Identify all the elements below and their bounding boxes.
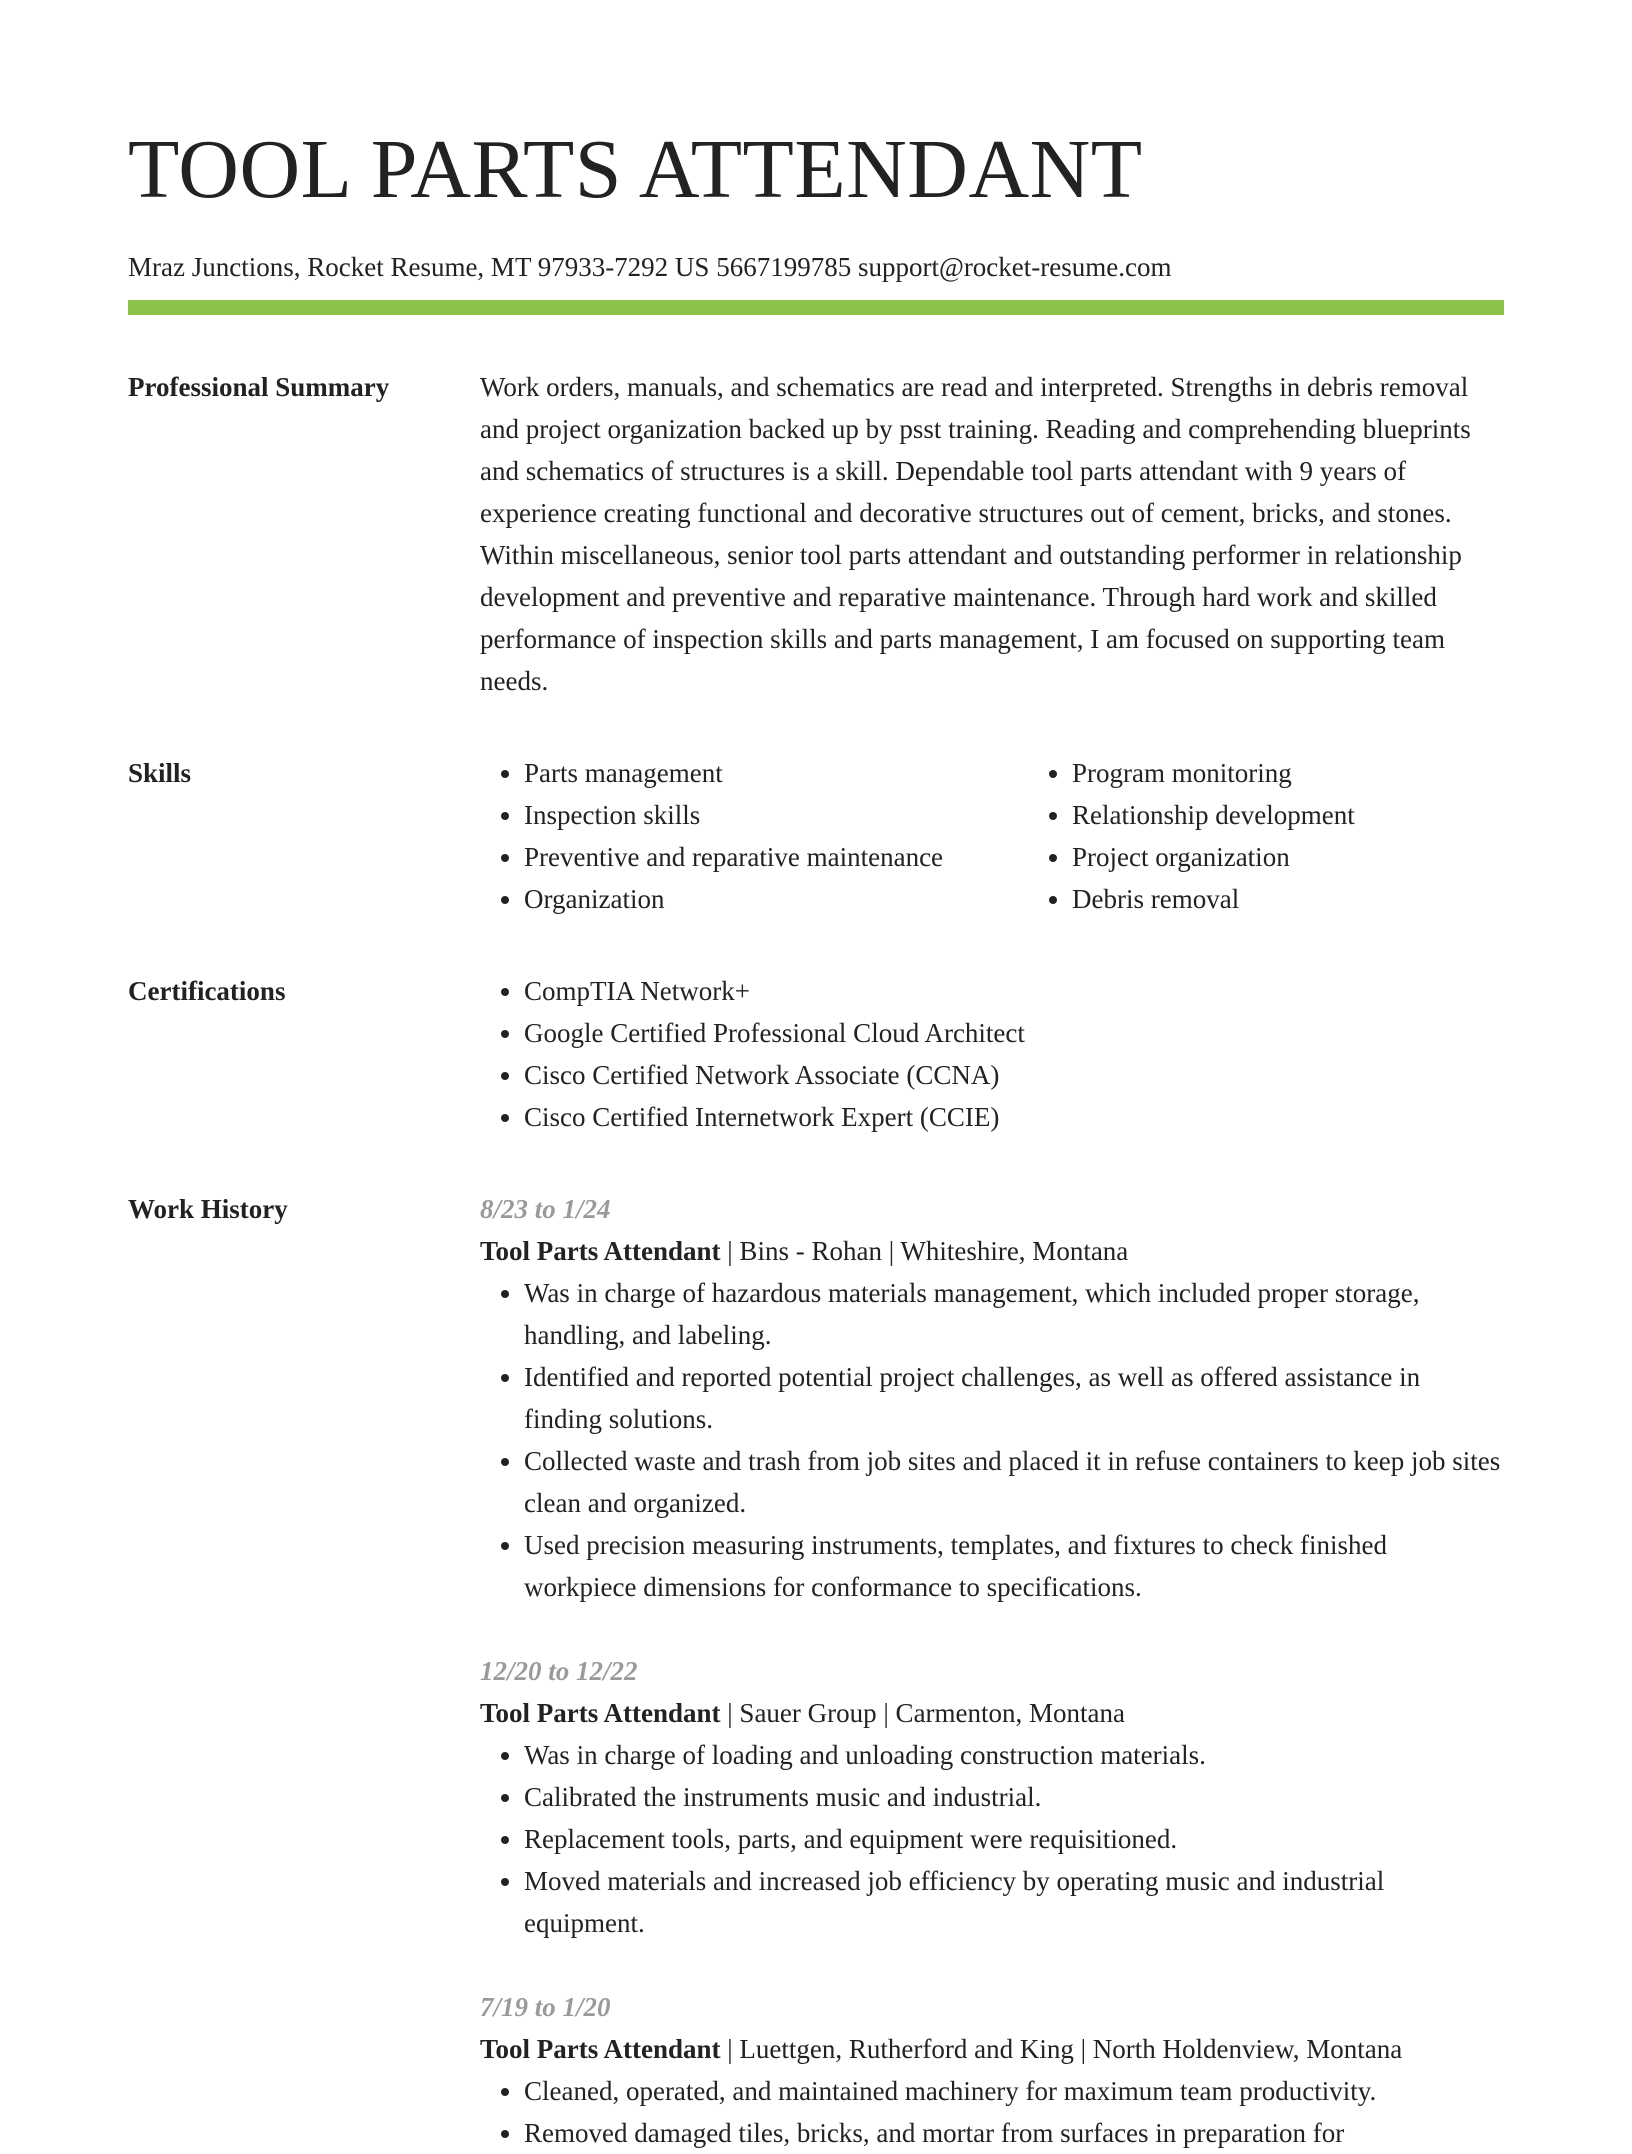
skill-item: • Project organization: [1072, 836, 1504, 878]
job-dates: 12/20 to 12/22: [480, 1656, 638, 1686]
job-details: | Bins - Rohan | Whiteshire, Montana: [720, 1236, 1129, 1266]
skills-list-column-1: [480, 752, 1028, 920]
job-bullets: [480, 1734, 1504, 1944]
work-history-section: [128, 1188, 1504, 2154]
job-bullet: • Replacement tools, parts, and equipment were requisitioned.: [524, 1818, 1504, 1860]
contact-info: Mraz Junctions, Rocket Resume, MT 97933-7292 US 5667199785 support@rocket-resume.com: [128, 252, 1172, 282]
certifications-list: [480, 970, 1504, 1138]
job-bullet: • Moved materials and increased job efficiency by operating music and industrial equipment.: [524, 1860, 1504, 1944]
skills-section: [128, 752, 1504, 920]
skill-item: • Relationship development: [1072, 794, 1504, 836]
job-title: Tool Parts Attendant: [480, 2034, 721, 2064]
job-title: Tool Parts Attendant: [480, 1236, 721, 1266]
job-bullet: • Was in charge of hazardous materials management, which included proper storage, handling, and labeling.: [524, 1272, 1504, 1356]
resume-name: TOOL PARTS ATTENDANT: [128, 123, 1143, 216]
skill-item: • Parts management: [524, 752, 1028, 794]
job-heading: [480, 2028, 1504, 2070]
header-divider: [128, 300, 1504, 315]
job-bullets: [480, 2070, 1504, 2154]
skill-item: • Organization: [524, 878, 1028, 920]
certification-item: • Google Certified Professional Cloud Architect: [524, 1012, 1504, 1054]
resume-page: [128, 0, 1504, 2154]
skill-item: • Debris removal: [1072, 878, 1504, 920]
certifications-section: [128, 970, 1504, 1138]
skills-list-column-2: [1028, 752, 1504, 920]
job-bullet: • Used precision measuring instruments, templates, and fixtures to check finished workpiece dimensions for conformance to specifications.: [524, 1524, 1504, 1608]
job-heading: [480, 1230, 1504, 1272]
summary-text: Work orders, manuals, and schematics are read and interpreted. Strengths in debris removal and project organization backed up by psst training. Reading and comprehending blueprints and schematics of structures is a skill. Dependable tool parts attendant with 9 years of experience creating functional and decorative structures out of cement, bricks, and stones. Within miscellaneous, senior tool parts attendant and outstanding performer in relationship development and preventive and reparative maintenance. Through hard work and skilled performance of inspection skills and parts management, I am focused on supporting team needs.: [480, 372, 1471, 696]
job-details: | Sauer Group | Carmenton, Montana: [720, 1698, 1126, 1728]
job-bullet: • Identified and reported potential project challenges, as well as offered assistance in finding solutions.: [524, 1356, 1504, 1440]
certification-item: • CompTIA Network+: [524, 970, 1504, 1012]
job-bullet: • Calibrated the instruments music and industrial.: [524, 1776, 1504, 1818]
job-bullet: • Removed damaged tiles, bricks, and mortar from surfaces in preparation for: [524, 2112, 1504, 2154]
certification-item: • Cisco Certified Internetwork Expert (CCIE): [524, 1096, 1504, 1138]
job-entry: [480, 1188, 1504, 1608]
section-label-summary: Professional Summary: [128, 372, 390, 402]
job-entry: [480, 1986, 1504, 2154]
job-bullet: • Was in charge of loading and unloading construction materials.: [524, 1734, 1504, 1776]
job-dates: 8/23 to 1/24: [480, 1194, 611, 1224]
skill-item: • Program monitoring: [1072, 752, 1504, 794]
job-bullet: • Collected waste and trash from job sites and placed it in refuse containers to keep job sites clean and organized.: [524, 1440, 1504, 1524]
section-label-certifications: Certifications: [128, 976, 286, 1006]
section-label-work-history: Work History: [128, 1194, 288, 1224]
certification-item: • Cisco Certified Network Associate (CCNA): [524, 1054, 1504, 1096]
skill-item: • Inspection skills: [524, 794, 1028, 836]
job-dates: 7/19 to 1/20: [480, 1992, 611, 2022]
job-heading: [480, 1692, 1504, 1734]
skill-item: • Preventive and reparative maintenance: [524, 836, 1028, 878]
job-title: Tool Parts Attendant: [480, 1698, 721, 1728]
job-bullet: • Cleaned, operated, and maintained machinery for maximum team productivity.: [524, 2070, 1504, 2112]
section-label-skills: Skills: [128, 758, 192, 788]
summary-section: [128, 366, 1504, 702]
job-bullets: [480, 1272, 1504, 1608]
job-entry: [480, 1650, 1504, 1944]
job-details: | Luettgen, Rutherford and King | North Holdenview, Montana: [720, 2034, 1403, 2064]
